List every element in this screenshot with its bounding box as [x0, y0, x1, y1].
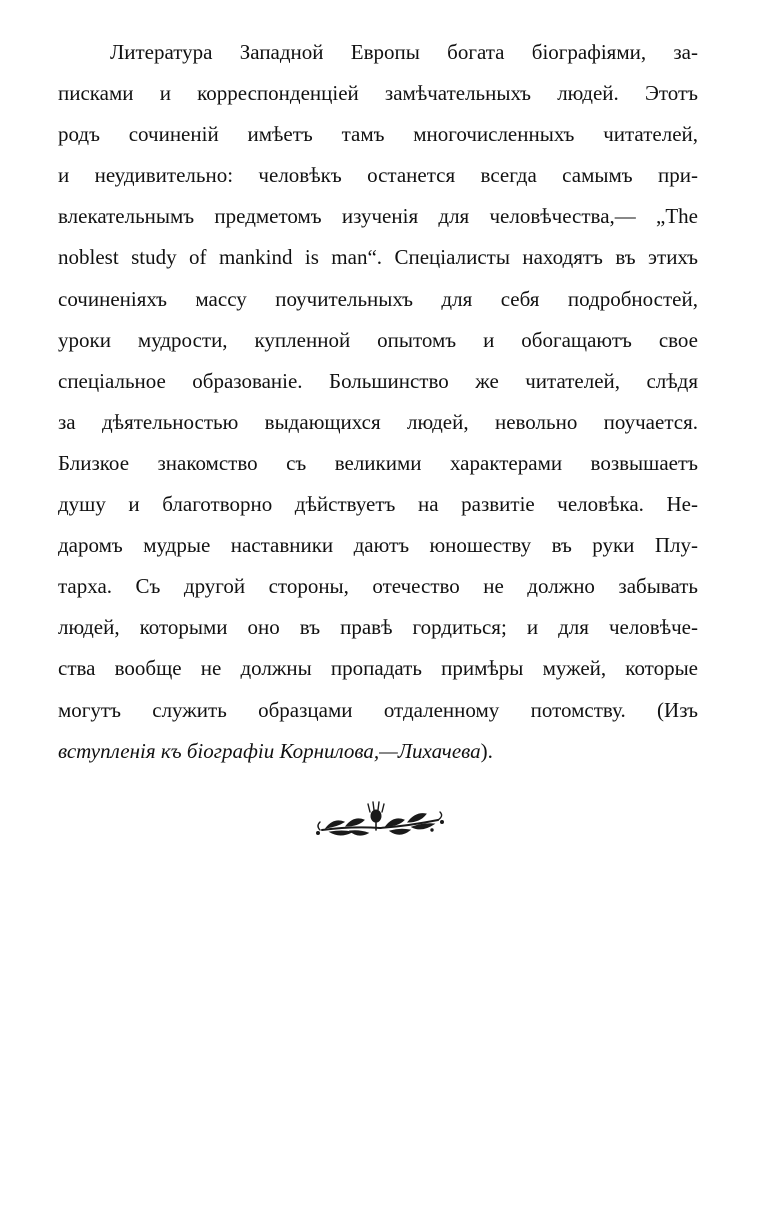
text-line: душу и благотворно дѣйствуетъ на развитіе человѣка. Не- [58, 492, 698, 517]
citation-closing: ). [480, 738, 493, 763]
text-line: Литература Западной Европы богата біографіями, за- [110, 40, 698, 64]
text-line: и неудивительно: человѣкъ останется всегда самымъ при- [58, 163, 698, 188]
text-line: сочиненіяхъ массу поучительныхъ для себя подробностей, [58, 286, 698, 311]
text-line: спеціальное образованіе. Большинство же читателей, слѣдя [58, 368, 698, 393]
citation-text: вступленія къ біографіи Корнилова,—Лихачева [58, 738, 481, 763]
text-line: писками и корреспонденціей замѣчательныхъ людей. Этотъ [58, 81, 698, 106]
text-line: Близкое знакомство съ великими характерами возвышаетъ [58, 450, 698, 475]
text-line: тарха. Съ другой стороны, отечество не должно забывать [58, 574, 698, 599]
body-paragraph [58, 32, 698, 772]
text-line: людей, которыми оно въ правѣ гордиться; и для человѣче- [58, 615, 698, 640]
text-line: за дѣятельностью выдающихся людей, невольно поучается. [58, 409, 698, 434]
text-line: уроки мудрости, купленной опытомъ и обогащаютъ свое [58, 327, 698, 352]
thistle-vignette-icon [312, 800, 448, 848]
text-line: влекательнымъ предметомъ изученія для человѣчества,— „The [58, 204, 698, 229]
text-line: даромъ мудрые наставники даютъ юношеству въ руки Плу- [58, 533, 698, 558]
text-line: noblest study of mankind is man“. Спеціалисты находятъ въ этихъ [58, 245, 698, 270]
text-line: ства вообще не должны пропадать примѣры мужей, которые [58, 656, 698, 681]
text-line: родъ сочиненій имѣетъ тамъ многочисленныхъ читателей, [58, 122, 698, 147]
text-line: могутъ служить образцами отдаленному потомству. (Изъ [58, 697, 698, 722]
citation-line [58, 731, 698, 772]
